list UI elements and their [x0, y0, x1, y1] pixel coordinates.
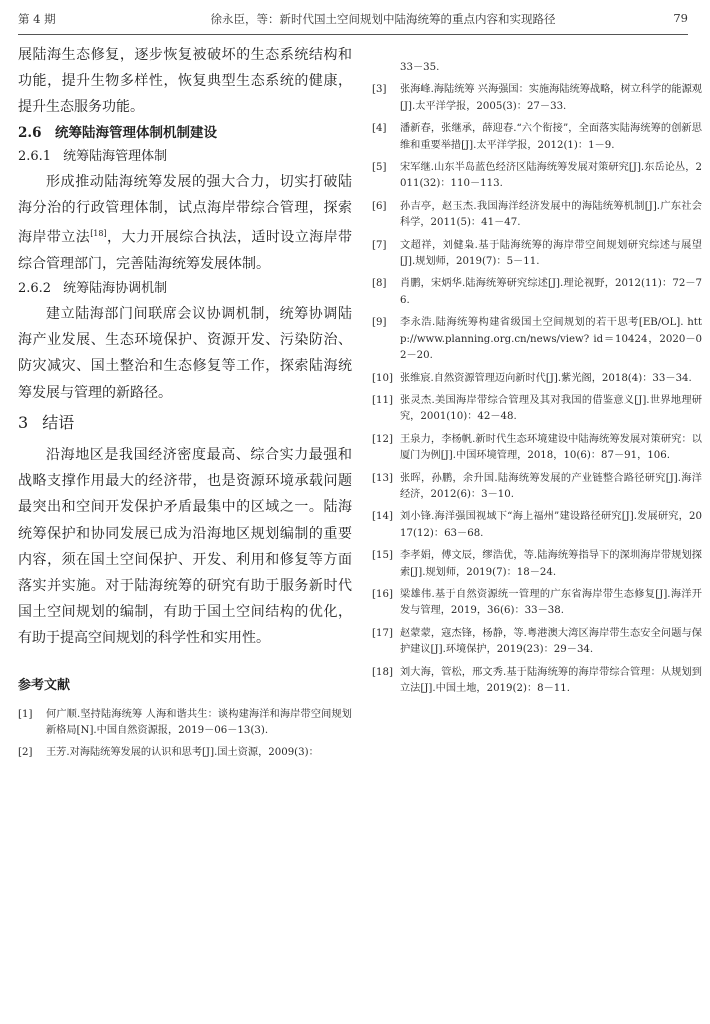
reference-text: 潘新春，张继承，薛迎春.“六个衔接”，全面落实陆海统筹的创新思维和重要举措[J].太平洋学报，2012(1)：1－9.	[400, 123, 702, 151]
intro-paragraph: 展陆海生态修复，逐步恢复被破坏的生态系统结构和功能，提升生物多样性，恢复典型生态系统的健康，提升生态服务功能。	[18, 47, 352, 116]
left-column	[18, 42, 352, 768]
reference-number: [12]	[372, 433, 393, 445]
reference-item	[18, 707, 352, 740]
reference-text: 刘大海，管松，邢文秀.基于陆海统筹的海岸带综合管理：从规划到立法[J].中国土地，2019(2)：8－11.	[400, 666, 702, 694]
reference-number: [17]	[372, 627, 393, 639]
reference-item	[372, 471, 702, 504]
reference-number: [4]	[372, 123, 387, 135]
reference-number: [1]	[18, 708, 33, 720]
reference-text: 李永浩.陆海统筹构建省级国土空间规划的若干思考[EB/OL]. http://www.planning.org.cn/news/view? id＝10424，2020－02－20.	[400, 317, 702, 362]
subsection-heading-2-6-2	[18, 277, 352, 301]
right-column	[372, 60, 702, 703]
reference-number: [3]	[372, 84, 387, 96]
reference-item	[372, 199, 702, 232]
reference-text: 肖鹏，宋炳华.陆海统筹研究综述[J].理论视野，2012(11)：72－76.	[400, 278, 702, 306]
reference-text: 张海峰.海陆统筹 兴海强国：实施海陆统筹战略，树立科学的能源观[J].太平洋学报，2005(3)：27－33.	[400, 84, 702, 112]
reference-item	[18, 745, 352, 761]
paragraph-2-6-1: 形成推动陆海统筹发展的强大合力，切实打破陆海分治的行政管理体制，试点海岸带综合管理，探索海岸带立法[18]，大力开展综合执法，适时设立海岸带综合管理部门，完善陆海统筹发展体制。	[18, 173, 353, 272]
page-number: 79	[673, 11, 688, 25]
reference-text: 赵蒙蒙，寇杰锋，杨静，等.粤港澳大湾区海岸带生态安全问题与保护建议[J].环境保护，2019(23)：29－34.	[400, 627, 702, 656]
section-heading-2-6: 2.6 统筹陆海管理体制机制建设	[18, 124, 217, 141]
reference-text: 孙吉亭，赵玉杰.我国海洋经济发展中的海陆统筹机制[J].广东社会科学，2011(5)：41－47.	[400, 200, 702, 229]
reference-item	[372, 509, 702, 542]
reference-item	[372, 82, 702, 115]
reference-text: 文超祥，刘健枭.基于陆海统筹的海岸带空间规划研究综述与展望[J].规划师，2019(7)：5－11.	[400, 239, 702, 268]
running-header	[18, 8, 688, 35]
citation-18[interactable]: [18]	[90, 229, 107, 239]
reference-number: [14]	[372, 511, 393, 523]
reference-item	[372, 371, 702, 387]
reference-number: [11]	[372, 394, 393, 406]
reference-text: 张晖，孙鹏，余升国.陆海统筹发展的产业链整合路径研究[J].海洋经济，2012(6)：3－10.	[400, 472, 702, 500]
reference-text: 梁雄伟.基于自然资源统一管理的广东省海岸带生态修复[J].海洋开发与管理，2019，36(6)：33－38.	[400, 588, 702, 617]
conclusion-paragraph: 沿海地区是我国经济密度最高、综合实力最强和战略支撑作用最大的经济带，也是资源环境承载问题最突出和空间开发保护矛盾最集中的区域之一。陆海统筹保护和协同发展已成为沿海地区规划编制的重要内容，须在国土空间保护、开发、利用和修复等方面落实并实施。对于陆海统筹的研究有助于服务新时代国土空间规划的编制，有助于国土空间结构的优化，有助于提高空间规划的科学性和实用性。	[18, 446, 352, 647]
reference-number: [16]	[372, 588, 393, 600]
chapter-title: 结语	[42, 412, 75, 432]
reference-number: [9]	[372, 317, 387, 329]
reference-text: 李孝娟，傅文辰，缪浩优，等.陆海统筹指导下的深圳海岸带规划探索[J].规划师，2019(7)：18－24.	[400, 550, 702, 578]
reference-number: [7]	[372, 239, 387, 251]
subsection-title: 统筹陆海协调机制	[63, 281, 168, 297]
subsection-heading-2-6-1	[18, 145, 352, 169]
reference-item	[372, 393, 702, 426]
reference-item	[372, 160, 702, 193]
reference-number: [13]	[372, 472, 393, 484]
chapter-number: 3	[18, 412, 29, 432]
reference-item	[372, 587, 702, 620]
reference-item	[372, 548, 702, 581]
reference-number: [6]	[372, 200, 387, 212]
running-title: 徐永臣，等：新时代国土空间规划中陆海统筹的重点内容和实现路径	[210, 12, 556, 26]
reference-item	[372, 432, 702, 465]
reference-number: [10]	[372, 372, 393, 384]
reference-text: 王芳.对海陆统筹发展的认识和思考[J].国土资源，2009(3)：	[46, 747, 319, 759]
reference-text: 刘小锋.海洋强国视域下“海上福州”建设路径研究[J].发展研究，2017(12)：63－68.	[400, 511, 702, 539]
reference-number: [8]	[372, 278, 387, 290]
reference-text: 张灵杰.美国海岸带综合管理及其对我国的借鉴意义[J].世界地理研究，2001(10)：42－48.	[400, 394, 702, 423]
reference-text: 宋军继.山东半岛蓝色经济区陆海统筹发展对策研究[J].东岳论丛，2011(32)：110－113.	[400, 162, 702, 190]
chapter-heading-3	[18, 410, 352, 436]
reference-item	[372, 276, 702, 309]
reference-item	[372, 315, 702, 364]
reference-item	[372, 665, 702, 698]
reference-number: [2]	[18, 747, 33, 759]
reference-item	[372, 238, 702, 271]
subsection-title: 统筹陆海管理体制	[63, 148, 168, 164]
reference-text: 张维宸.自然资源管理迈向新时代[J].紫光阁，2018(4)：33－34.	[400, 372, 692, 384]
reference-item	[372, 626, 702, 659]
reference-item	[372, 121, 702, 154]
reference-number: [15]	[372, 550, 393, 562]
issue-number: 第 4 期	[18, 12, 56, 26]
reference-number: [18]	[372, 666, 393, 678]
references-heading: 参考文献	[18, 677, 71, 693]
paragraph-2-6-2: 建立陆海部门间联席会议协调机制，统筹协调陆海产业发展、生态环境保护、资源开发、污染防治、防灾减灾、国土整治和生态修复等工作，探索陆海统筹发展与管理的新路径。	[18, 306, 352, 401]
reference-text: 何广顺.坚持陆海统筹 人海和谐共生：谈构建海洋和海岸带空间规划新格局[N].中国自然资源报，2019－06－13(3).	[46, 708, 352, 736]
subsection-number: 2.6.2	[18, 281, 52, 297]
reference-number: [5]	[372, 162, 387, 174]
reference-continuation: 33－35.	[400, 62, 440, 73]
reference-text: 王泉力，李杨帆.新时代生态环境建设中陆海统筹发展对策研究：以厦门为例[J].中国环境管理，2018，10(6)：87－91，106.	[400, 433, 702, 462]
subsection-number: 2.6.1	[18, 148, 52, 164]
